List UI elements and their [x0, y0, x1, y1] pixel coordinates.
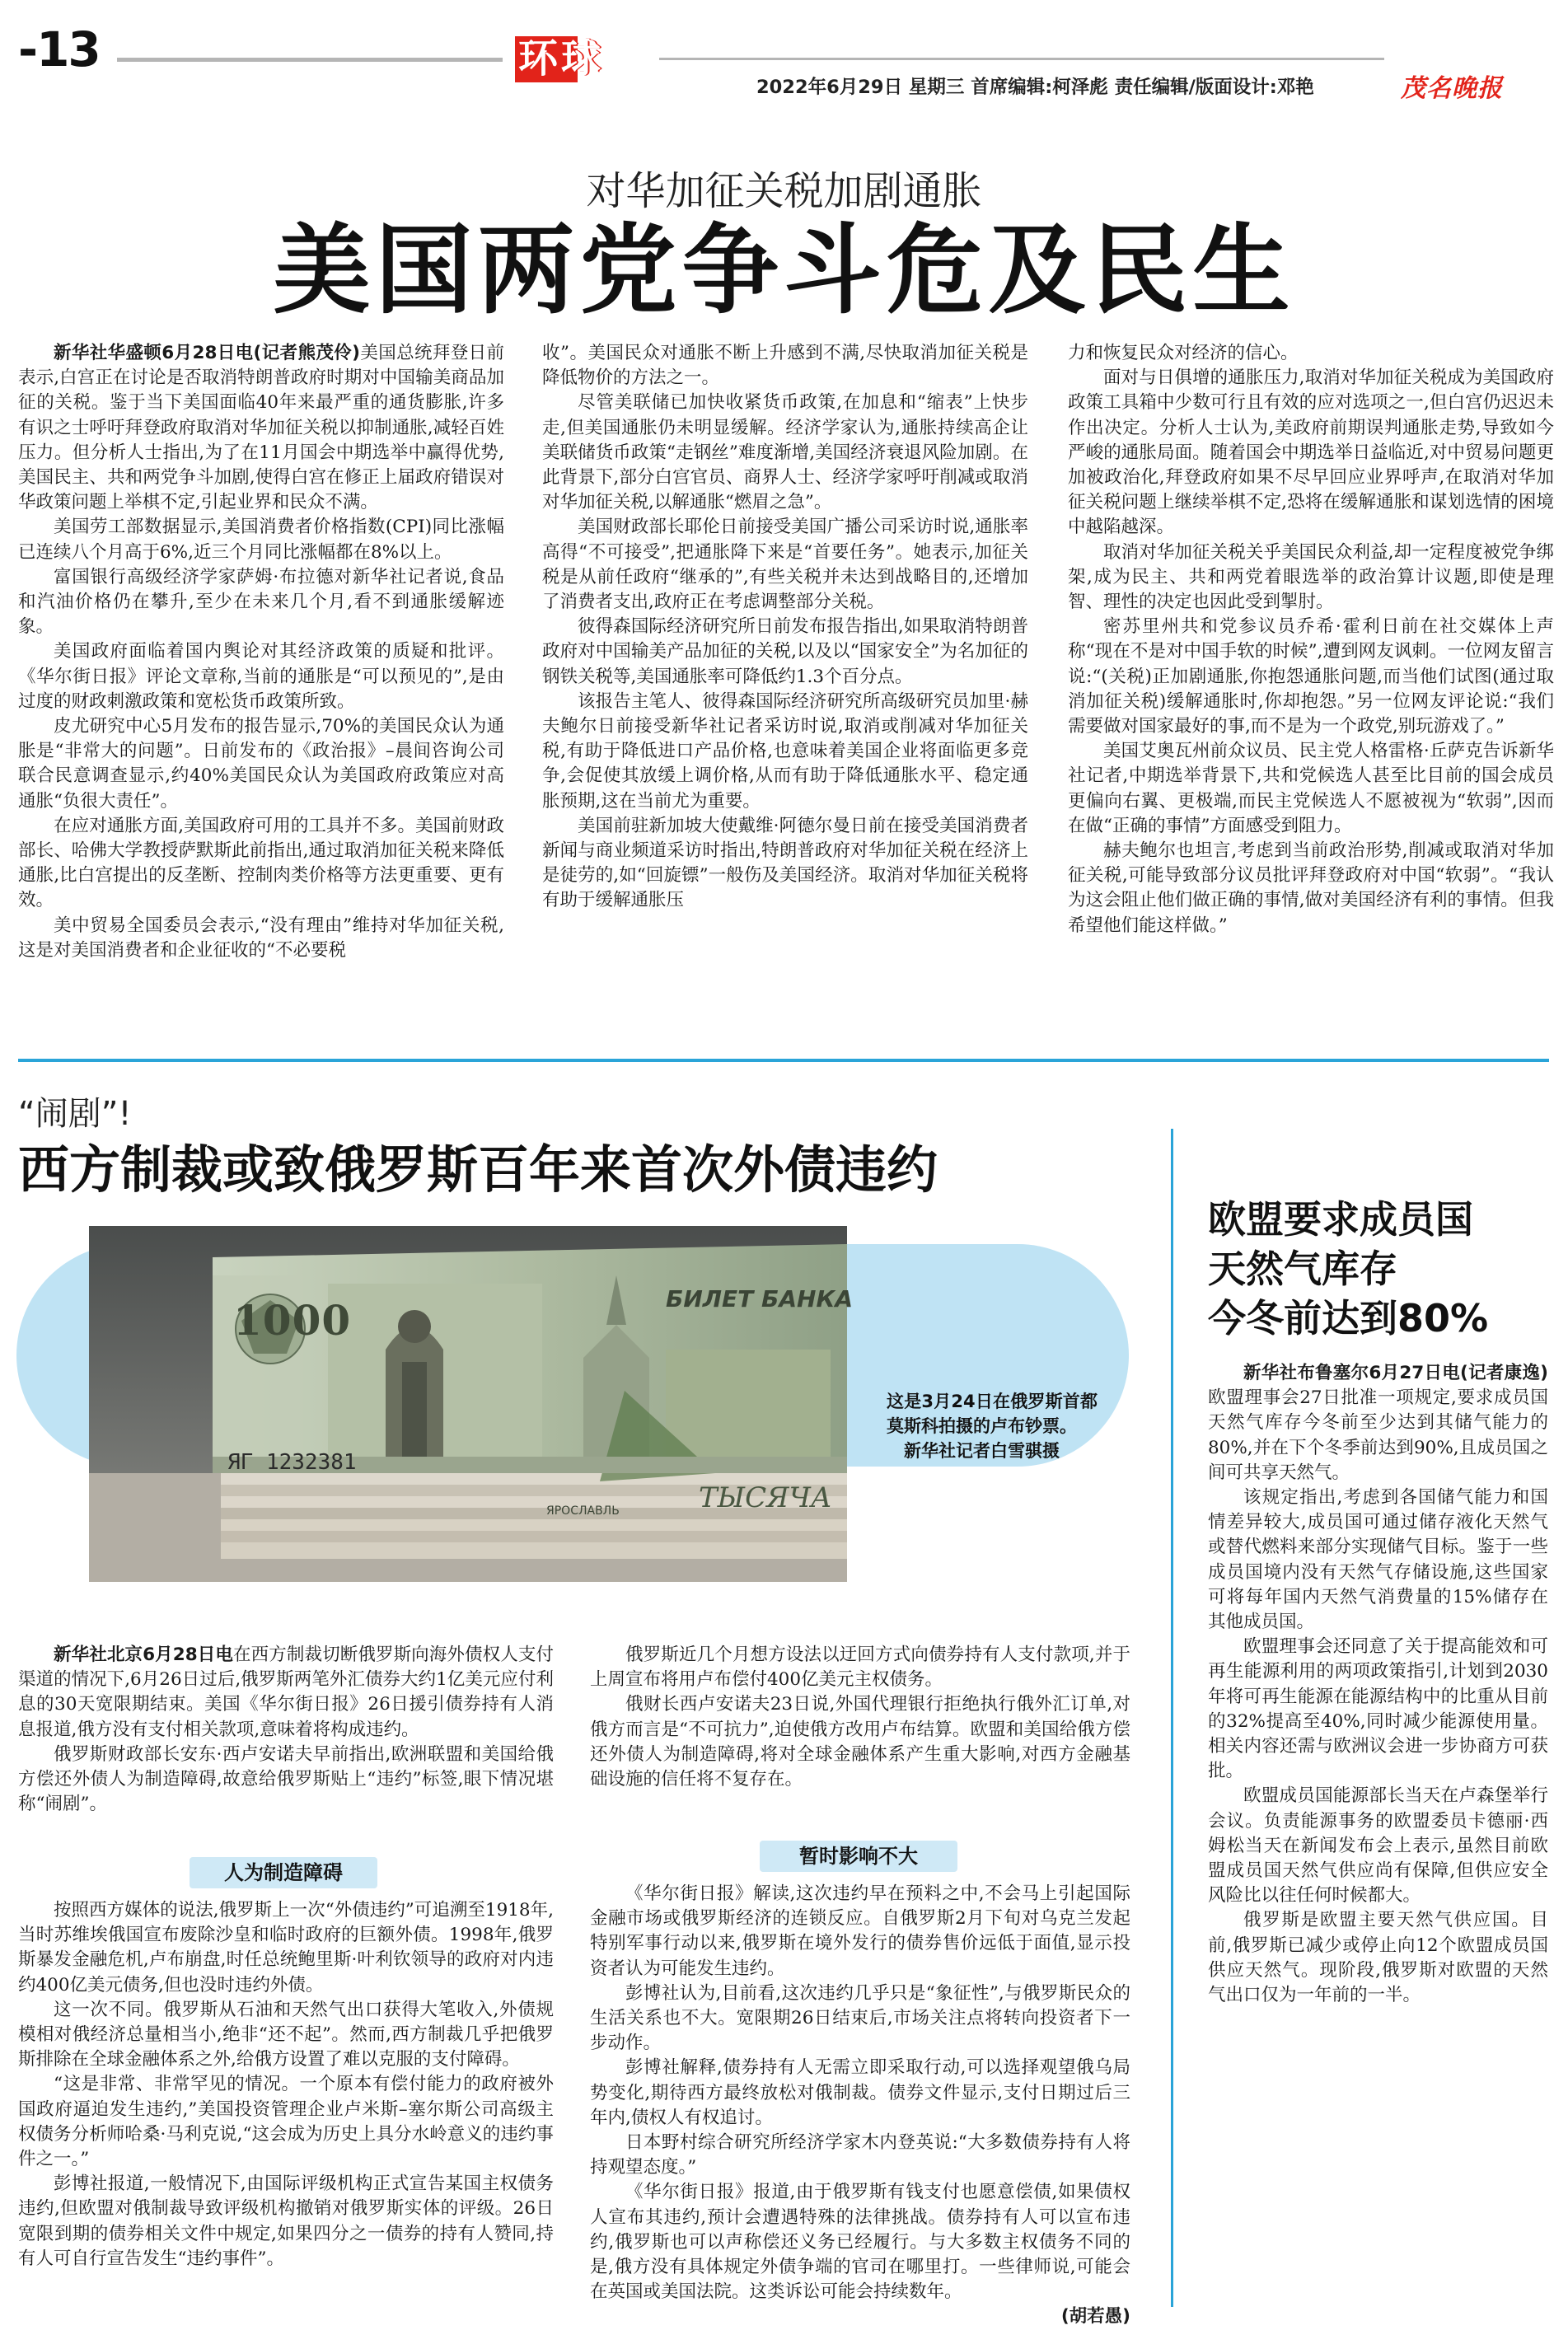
paragraph [590, 2180, 1130, 2304]
paragraph-text: 富国银行高级经济学家萨姆·布拉德对新华社记者说,食品和汽油价格仍在攀升,至少在未来几个月,看不到通胀缓解迹象。 [18, 566, 504, 638]
paragraph [18, 1898, 554, 1998]
banknote-city: ЯРОСЛАВЛЬ [546, 1504, 620, 1518]
paragraph [542, 515, 1028, 615]
article2-signature: (胡若愚) [1060, 2306, 1130, 2328]
article2-column-2-top [590, 1643, 1130, 1824]
ruble-banknotes-image [89, 1226, 847, 1582]
article2-headline: 西方制裁或致俄罗斯百年来首次外债违约 [18, 1139, 938, 1200]
paragraph-text: 该报告主笔人、彼得森国际经济研究所高级研究员加里·赫夫鲍尔日前接受新华社记者采访时说,取消或削减对华加征关税,有助于降低进口产品价格,也意味着美国企业将面临更多竞争,会促使其放缓上调价格,从而有助于降低通胀水平、稳定通胀预期,这在当前尤为重要。 [542, 690, 1028, 812]
paragraph-text: 这一次不同。俄罗斯从石油和天然气出口获得大笔收入,外债规模相对俄经济总量相当小,绝非“还不起”。然而,西方制裁几乎把俄罗斯排除在全球金融体系之外,给俄方设置了难以克服的支付障碍。 [18, 1999, 554, 2070]
masthead-logo: 茂名晚报 [1401, 74, 1503, 103]
paragraph-text: 收”。美国民众对通胀不断上升感到不满,尽快取消加征关税是降低物价的方法之一。 [542, 343, 1028, 389]
subhead-limited-impact: 暂时影响不大 [760, 1841, 957, 1872]
paragraph [1068, 739, 1554, 839]
paragraph [1208, 1361, 1548, 1485]
paragraph-text: 彭博社解释,债券持有人无需立即采取行动,可以选择观望俄乌局势变化,期待西方最终放松对俄制裁。债券文件显示,支付日期过后三年内,债权人有权追讨。 [590, 2057, 1130, 2128]
paragraph [590, 1643, 1130, 1692]
paragraph-text: 《华尔街日报》解读,这次违约早在预料之中,不会马上引起国际金融市场或俄罗斯经济的连锁反应。自俄罗斯2月下旬对乌克兰发起特别军事行动以来,俄罗斯在境外发行的债券售价远低于面值,显示投资者认为可能发生违约。 [590, 1883, 1130, 1979]
banknote-header-text: БИЛЕТ БАНКА [666, 1285, 854, 1312]
paragraph-text: 美国政府面临着国内舆论对其经济政策的质疑和批评。《华尔街日报》评论文章称,当前的通胀是“可以预见的”,是由过度的财政刺激政策和宽松货币政策所致。 [18, 641, 504, 712]
paragraph-text: 欧盟成员国能源部长当天在卢森堡举行会议。负责能源事务的欧盟委员卡德丽·西姆松当天在新闻发布会上表示,虽然目前欧盟成员国天然气供应尚有保障,但供应安全风险比以往任何时候都大。 [1208, 1785, 1548, 1907]
paragraph [1068, 341, 1554, 366]
paragraph-text: 俄罗斯近几个月想方设法以迂回方式向债券持有人支付款项,并于上周宣布将用卢布偿付400亿美元主权债务。 [590, 1645, 1130, 1691]
photo-caption [887, 1389, 1098, 1463]
paragraph-text: 俄罗斯财政部长安东·西卢安诺夫早前指出,欧洲联盟和美国给俄方偿还外债人为制造障碍,故意给俄罗斯贴上“违约”标签,眼下情况堪称“闹剧”。 [18, 1743, 554, 1815]
page-number: -13 [18, 21, 100, 77]
photo-credit: 新华社记者白雪骐摄 [904, 1441, 1060, 1461]
paragraph [18, 714, 504, 814]
paragraph [18, 565, 504, 640]
paragraph [18, 1643, 554, 1743]
section-badge-label: 环球 [518, 35, 605, 82]
paragraph-text: 在应对通胀方面,美国政府可用的工具并不多。美国前财政部长、哈佛大学教授萨默斯此前指出,通过取消加征关税来降低通胀,比白宫提出的反垄断、控制肉类价格等方法更重要、更有效。 [18, 815, 504, 911]
section-badge [515, 33, 655, 82]
paragraph-text: 彭博社报道,一般情况下,由国际评级机构正式宣告某国主权债务违约,但欧盟对俄制裁导致评级机构撤销对俄罗斯实体的评级。26日宽限到期的债券相关文件中规定,如果四分之一债券的持有人赞同,持有人可自行宣告发生“违约事件”。 [18, 2173, 554, 2269]
paragraph-text: “这是非常、非常罕见的情况。一个原本有偿付能力的政府被外国政府逼迫发生违约,”美国投资管理企业卢米斯–塞尔斯公司高级主权债务分析师哈桑·马利克说,“这会成为历史上具分水岭意义的违约事件之一。” [18, 2074, 554, 2170]
paragraph [542, 814, 1028, 914]
paragraph-text: 美国艾奥瓦州前众议员、民主党人格雷格·丘萨克告诉新华社记者,中期选举背景下,共和党候选人甚至比目前的国会成员更偏向右翼、更极端,而民主党候选人不愿被视为“软弱”,因而在做“正确的事情”方面感受到阻力。 [1068, 741, 1554, 836]
paragraph [18, 2172, 554, 2272]
paragraph-text: 彼得森国际经济研究所日前发布报告指出,如果取消特朗普政府对中国输美产品加征的关税,以及以“国家安全”为名加征的钢铁关税等,美国通胀率可降低约1.3个百分点。 [542, 616, 1028, 687]
paragraph-text: 皮尤研究中心5月发布的报告显示,70%的美国民众认为通胀是“非常大的问题”。日前发布的《政治报》–晨间咨询公司联合民意调查显示,约40%美国民众认为美国政府政策应对高通胀“负很大责任”。 [18, 716, 504, 812]
paragraph [18, 639, 504, 714]
paragraph-text: 赫夫鲍尔也坦言,考虑到当前政治形势,削减或取消对华加征关税,可能导致部分议员批评拜登政府对中国“软弱”。“我认为这会阻止他们做正确的事情,做对美国经济有利的事情。但我希望他们能这样做。” [1068, 840, 1554, 936]
paragraph [1208, 1908, 1548, 2008]
paragraph [18, 1743, 554, 1818]
article1-headline: 美国两党争斗危及民生 [273, 213, 1295, 327]
paragraph [1068, 839, 1554, 938]
dateline: 新华社华盛顿6月28日电(记者熊茂伶) [54, 343, 360, 363]
header-rule-right [659, 58, 1384, 60]
banknote-script: ТЫСЯЧА [699, 1481, 832, 1514]
paragraph [590, 1692, 1130, 1792]
subhead-artificial-obstacles: 人为制造障碍 [190, 1857, 377, 1888]
article1-column-3 [1068, 341, 1554, 1038]
dateline: 新华社布鲁塞尔6月27日电(记者康逸) [1243, 1363, 1548, 1383]
paragraph [18, 2072, 554, 2172]
article2-kicker: “闹剧”! [18, 1095, 132, 1133]
paragraph [590, 1981, 1130, 2056]
dateline: 新华社北京6月28日电 [54, 1645, 234, 1665]
paragraph [542, 341, 1028, 391]
article1-column-1 [18, 341, 504, 1038]
article3-body [1208, 1361, 1548, 2185]
article2-column-1-top [18, 1643, 554, 1849]
paragraph [18, 341, 504, 515]
article1-column-2 [542, 341, 1028, 1038]
paragraph [542, 615, 1028, 690]
paragraph-text: 尽管美联储已加快收紧货币政策,在加息和“缩表”上快步走,但美国通胀仍未明显缓解。经济学家认为,通胀持续高企让美联储货币政策“走钢丝”难度渐增,美国经济衰退风险加剧。在此背景下,部分白宫官员、商界人士、经济学家呼吁削减或取消对华加征关税,以解通胀“燃眉之急”。 [542, 392, 1028, 513]
paragraph-text: 面对与日俱增的通胀压力,取消对华加征关税成为美国政府政策工具箱中少数可行且有效的应对选项之一,但白宫仍迟迟未作出决定。分析人士认为,美政府前期误判通胀走势,导致如今严峻的通胀局面。随着国会中期选举日益临近,对中贸易问题更加被政治化,拜登政府如果不尽早回应业界呼声,在取消对华加征关税问题上继续举棋不定,恐将在缓解通胀和谋划选情的困境中越陷越深。 [1068, 367, 1554, 538]
paragraph-text: 在西方制裁切断俄罗斯向海外债权人支付渠道的情况下,6月26日过后,俄罗斯两笔外汇债券大约1亿美元应付利息的30天宽限期结束。美国《华尔街日报》26日援引债券持有人消息报道,俄方没有支付相关款项,意味着将构成违约。 [18, 1645, 554, 1740]
paragraph [18, 1998, 554, 2073]
paragraph-text: 该规定指出,考虑到各国储气能力和国情差异较大,成员国可通过储存液化天然气或替代燃料来部分实现储气目标。鉴于一些成员国境内没有天然气存储设施,这些国家可将每年国内天然气消费量的15%储存在其他成员国。 [1208, 1487, 1548, 1633]
paragraph-text: 俄罗斯是欧盟主要天然气供应国。目前,俄罗斯已减少或停止向12个欧盟成员国供应天然气。现阶段,俄罗斯对欧盟的天然气出口仅为一年前的一半。 [1208, 1910, 1548, 2006]
paragraph-text: 美中贸易全国委员会表示,“没有理由”维持对华加征关税,这是对美国消费者和企业征收的“不必要税 [18, 915, 504, 961]
paragraph-text: 力和恢复民众对经济的信心。 [1068, 343, 1299, 363]
section-divider [18, 1059, 1549, 1062]
article3-headline-line-1: 欧盟要求成员国 [1208, 1197, 1473, 1242]
banknote-denomination: 1000 [233, 1296, 352, 1345]
paragraph [590, 2056, 1130, 2131]
banknote-serial: ЯГ 1232381 [227, 1450, 357, 1475]
paragraph-text: 《华尔街日报》报道,由于俄罗斯有钱支付也愿意偿债,如果债权人宣布其违约,预计会遭遇特殊的法律挑战。债券持有人可以宣布违约,俄罗斯也可以声称偿还义务已经履行。与大多数主权债务不同的是,俄方没有具体规定外债争端的官司在哪里打。一些律师说,可能会在英国或美国法院。这类诉讼可能会持续数年。 [590, 2182, 1130, 2303]
paragraph [542, 391, 1028, 515]
paragraph-text: 俄财长西卢安诺夫23日说,外国代理银行拒绝执行俄外汇订单,对俄方而言是“不可抗力”,迫使俄方改用卢布结算。欧盟和美国给俄方偿还外债人为制造障碍,将对全球金融体系产生重大影响,对西方金融基础设施的信任将不复存在。 [590, 1694, 1130, 1790]
column-divider [1171, 1129, 1173, 2307]
header-rule-left [117, 58, 503, 62]
paragraph-text: 欧盟理事会27日批准一项规定,要求成员国天然气库存今冬前至少达到其储气能力的80%,并在下个冬季前达到90%,且成员国之间可共享天然气。 [1208, 1387, 1548, 1483]
article3-headline-line-2: 天然气库存 [1208, 1247, 1397, 1291]
photo-caption-text: 这是3月24日在俄罗斯首都莫斯科拍摄的卢布钞票。 [887, 1392, 1098, 1436]
paragraph [1208, 1784, 1548, 1908]
paragraph-text: 美国前驻新加坡大使戴维·阿德尔曼日前在接受美国消费者新闻与商业频道采访时指出,特朗普政府对华加征关税在经济上是徒劳的,如“回旋镖”一般伤及美国经济。取消对华加征关税将有助于缓解通胀压 [542, 815, 1028, 911]
article3-headline-line-3: 今冬前达到80% [1208, 1296, 1489, 1340]
paragraph-text: 取消对华加征关税关乎美国民众利益,却一定程度被党争绑架,成为民主、共和两党着眼选举的政治算计议题,即使是理智、理性的决定也因此受到掣肘。 [1068, 541, 1554, 613]
paragraph-text: 彭博社认为,目前看,这次违约几乎只是“象征性”,与俄罗斯民众的生活关系也不大。宽限期26日结束后,市场关注点将转向投资者下一步动作。 [590, 1982, 1130, 2054]
article1-kicker: 对华加征关税加剧通胀 [586, 168, 982, 214]
paragraph [18, 814, 504, 914]
paragraph [18, 914, 504, 963]
paragraph-text: 按照西方媒体的说法,俄罗斯上一次“外债违约”可追溯至1918年,当时苏维埃俄国宣布废除沙皇和临时政府的巨额外债。1998年,俄罗斯暴发金融危机,卢布崩盘,时任总统鲍里斯·叶利钦领导的政府对内违约400亿美元债务,但也没时违约外债。 [18, 1900, 554, 1995]
paragraph-text: 美国财政部长耶伦日前接受美国广播公司采访时说,通胀率高得“不可接受”,把通胀降下来是“首要任务”。她表示,加征关税是从前任政府“继承的”,有些关税并未达到战略目的,还增加了消费者支出,政府正在考虑调整部分关税。 [542, 517, 1028, 613]
news-photo [89, 1226, 854, 1582]
paragraph [1068, 540, 1554, 615]
paragraph-text: 美国总统拜登日前表示,白宫正在讨论是否取消特朗普政府时期对中国输美商品加征的关税。鉴于当下美国面临40年来最严重的通货膨胀,许多有识之士呼吁拜登政府取消对华加征关税以抑制通胀,减轻百姓压力。但分析人士指出,为了在11月国会中期选举中赢得优势,美国民主、共和两党争斗加剧,使得白宫在修正上届政府错误对华政策问题上举棋不定,引起业界和民众不满。 [18, 343, 504, 513]
article2-column-2-bottom [590, 1882, 1130, 2328]
paragraph-text: 日本野村综合研究所经济学家木内登英说:“大多数债券持有人将持观望态度。” [590, 2132, 1130, 2178]
paragraph [1068, 615, 1554, 739]
article3-headline [1208, 1195, 1554, 1343]
paragraph [1208, 1485, 1548, 1635]
paragraph-text: 密苏里州共和党参议员乔希·霍利日前在社交媒体上声称“现在不是对中国手软的时候”,遭到网友讽刺。一位网友留言说:“(关税)正加剧通胀,你抱怨通胀问题,而当他们试图(通过取消加征关税)缓解通胀时,你却抱怨。”另一位网友评论说:“我们需要做对国家最好的事,而不是为一个政党,别玩游戏了。” [1068, 616, 1554, 737]
paragraph [590, 2131, 1130, 2180]
paragraph [542, 690, 1028, 814]
paragraph [18, 515, 504, 564]
paragraph [590, 1882, 1130, 1981]
date-line: 2022年6月29日 星期三 首席编辑:柯泽彪 责任编辑/版面设计:邓艳 [756, 77, 1314, 98]
paragraph [1208, 1635, 1548, 1784]
paragraph-text: 欧盟理事会还同意了关于提高能效和可再生能源利用的两项政策指引,计划到2030年将可再生能源在能源结构中的比重从目前的32%提高至40%,同时减少能源使用量。相关内容还需与欧洲议会进一步协商方可获批。 [1208, 1636, 1548, 1782]
paragraph [1068, 366, 1554, 540]
article2-column-1-bottom [18, 1898, 554, 2314]
paragraph-text: 美国劳工部数据显示,美国消费者价格指数(CPI)同比涨幅已连续八个月高于6%,近三个月同比涨幅都在8%以上。 [18, 517, 504, 563]
